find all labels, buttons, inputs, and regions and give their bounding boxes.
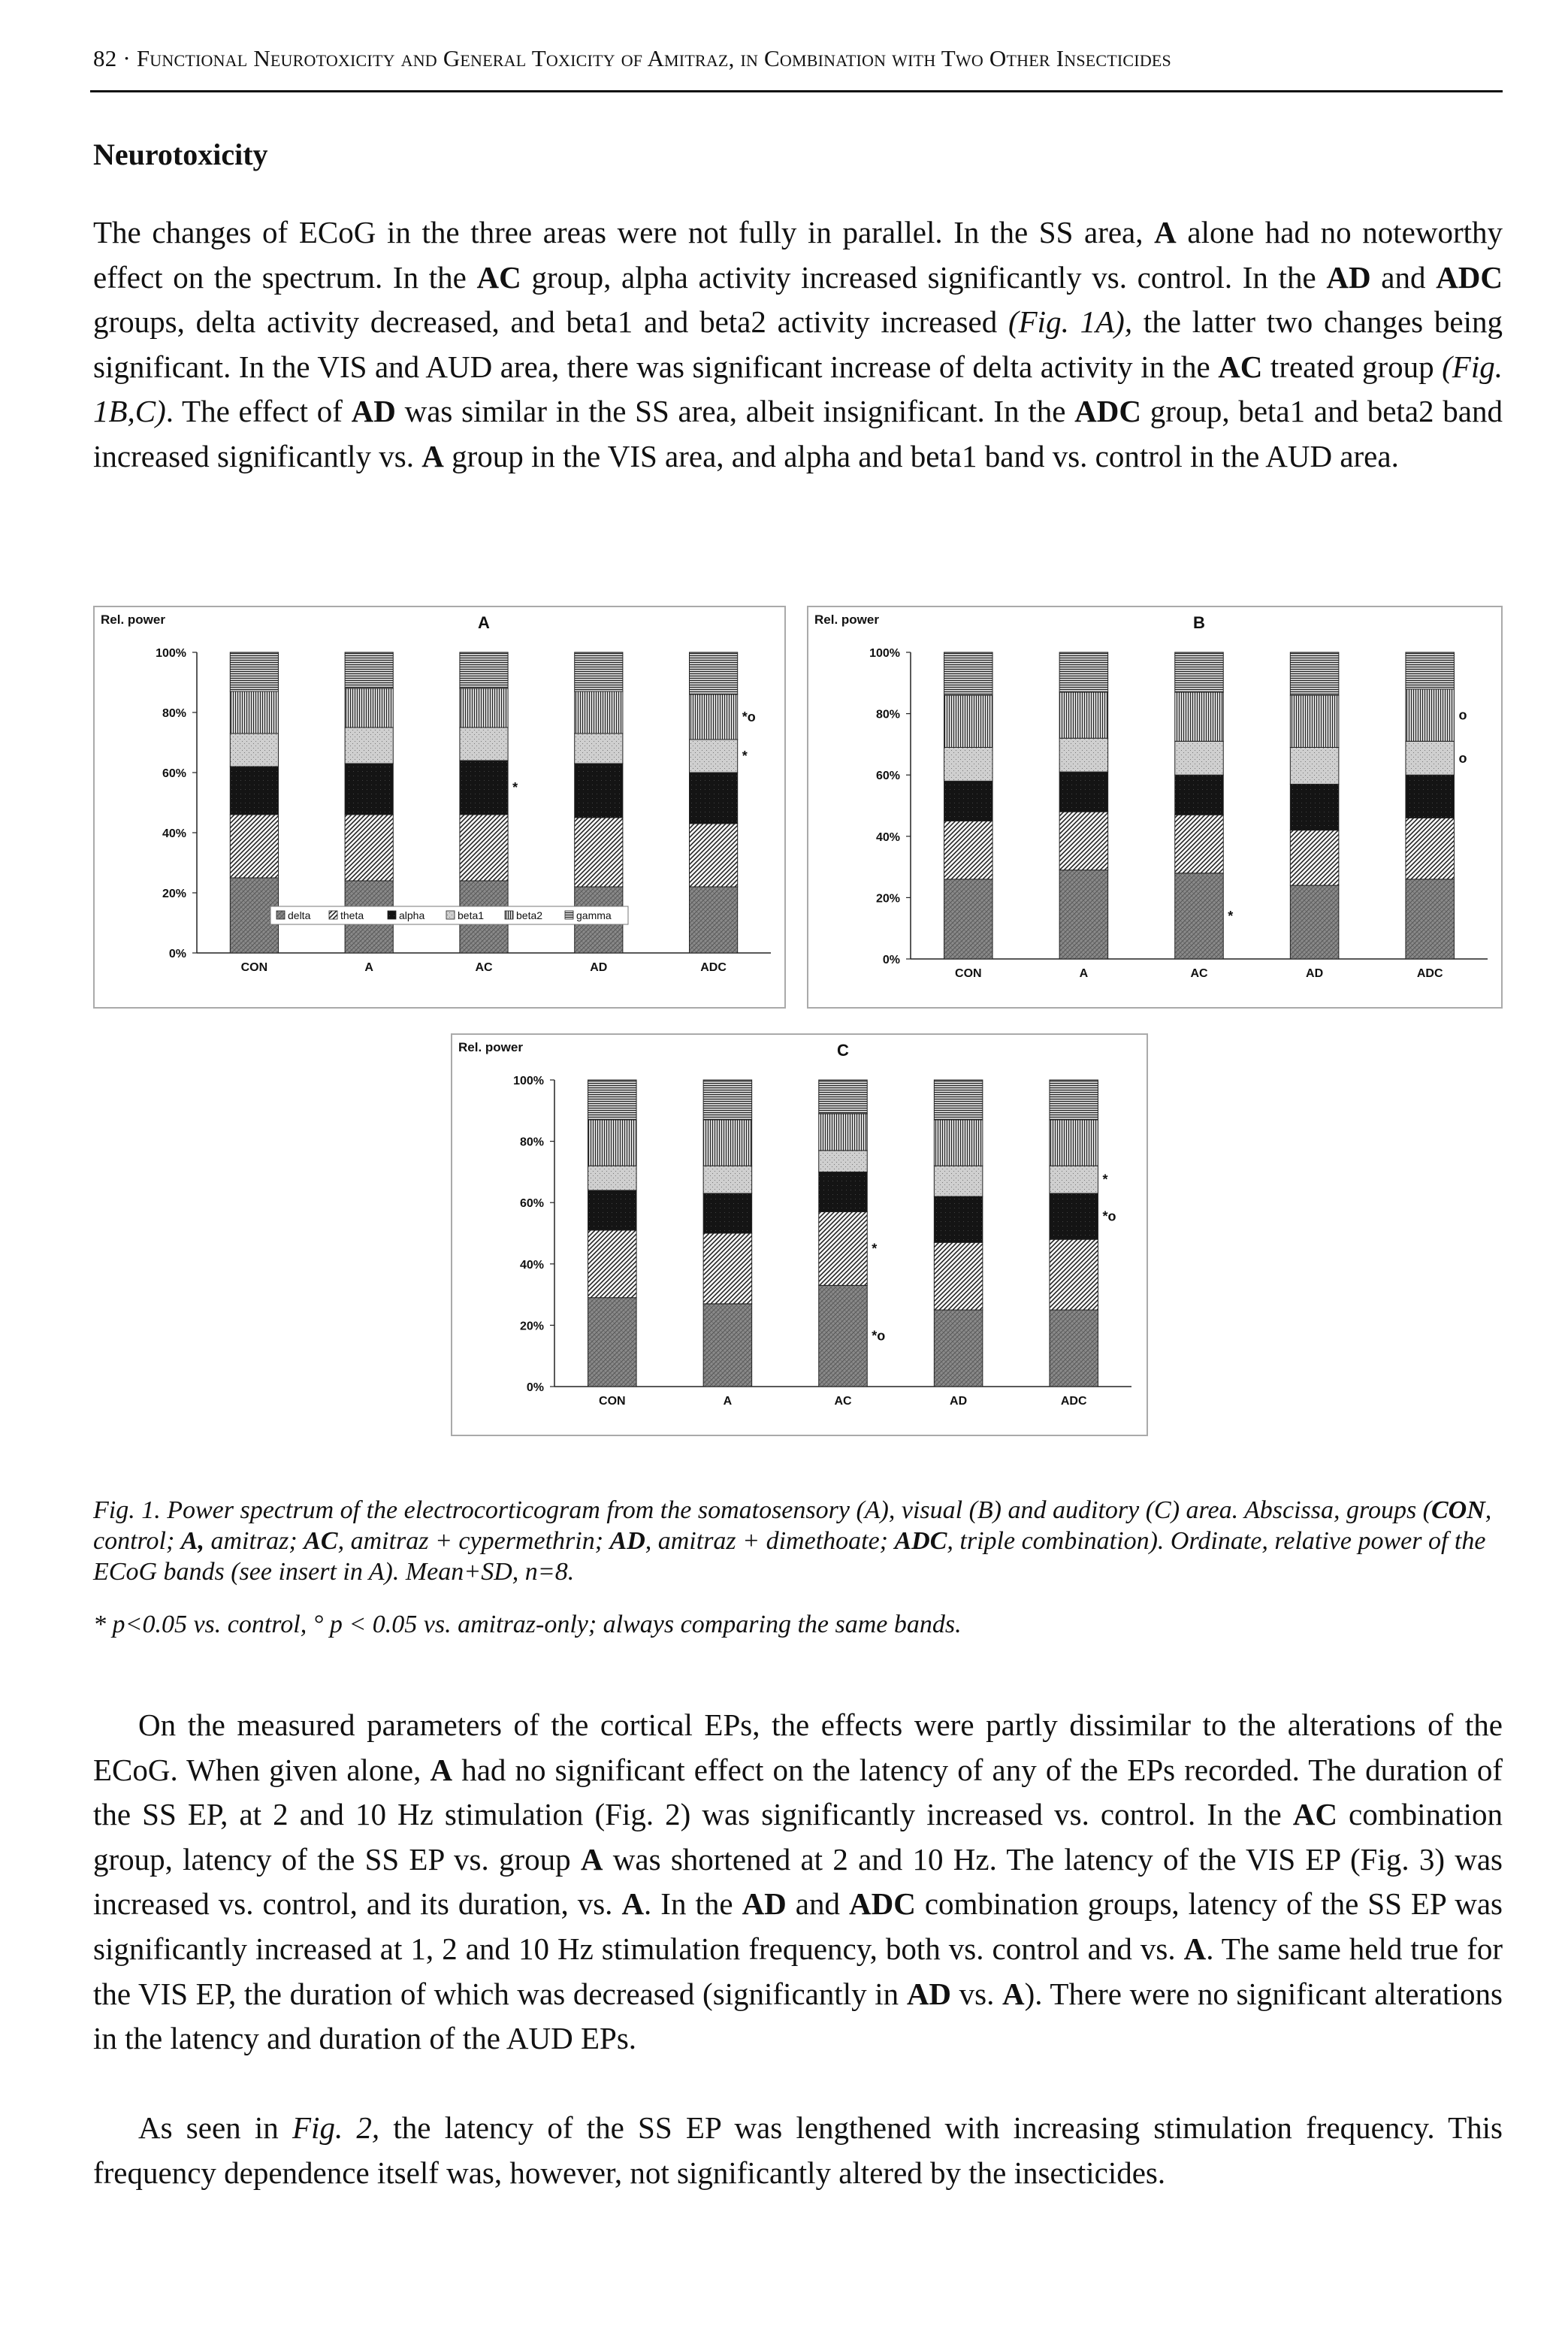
bar-segment-alpha-adc (690, 773, 738, 824)
y-tick-label: 0% (526, 1381, 544, 1394)
y-tick-label: 80% (162, 707, 186, 720)
bar-segment-beta2-adc (1050, 1120, 1098, 1166)
bold-run: AD (609, 1527, 645, 1555)
bar-segment-theta-ad (1290, 830, 1339, 885)
legend-label-beta1: beta1 (458, 909, 485, 921)
text-run: , amitraz + dimethoate; (645, 1527, 895, 1555)
bar-segment-alpha-ad (1290, 784, 1339, 830)
bar-segment-alpha-adc (1406, 775, 1455, 818)
bold-run: A (621, 1886, 645, 1922)
bar-segment-gamma-a (703, 1080, 752, 1120)
bar-segment-beta2-ac (819, 1114, 868, 1151)
y-tick-label: 40% (875, 830, 900, 844)
x-tick-label: AC (475, 961, 493, 974)
bar-segment-theta-con (944, 821, 993, 879)
italic-run: (Fig. 1B,C) (93, 349, 1503, 429)
x-tick-label: A (364, 961, 373, 974)
y-tick-label: 60% (875, 770, 900, 783)
x-tick-label: AC (1190, 967, 1208, 980)
text-run: had no significant effect on the latency of any of the EPs recorded. The duration of the SS EP, at 2 and 10 Hz stimulation (Fig. 2) was significantly increased vs. control. In the (93, 1752, 1503, 1832)
bar-segment-gamma-con (944, 652, 993, 695)
legend-swatch-beta1 (446, 911, 455, 919)
text-run: . The same held true for the VIS EP, the duration of which was decreased (significantly in (93, 1931, 1503, 2011)
bar-segment-alpha-a (703, 1193, 752, 1233)
x-tick-label: ADC (1416, 967, 1443, 980)
bar-segment-gamma-ad (1290, 652, 1339, 695)
legend-swatch-delta (276, 911, 285, 919)
bar-segment-delta-a (1059, 870, 1108, 959)
chart-title: C (837, 1041, 849, 1060)
running-header: 82 · Functional Neurotoxicity and General Toxicity of Amitraz, in Combination with Two Other Insecticides (93, 45, 1171, 71)
legend-swatch-theta (329, 911, 337, 919)
text-run: groups, delta activity decreased, and beta1 and beta2 activity increased (93, 304, 1008, 340)
text-run: and (1370, 259, 1437, 295)
header-rule (90, 90, 1503, 92)
bar-segment-beta2-adc (1406, 689, 1455, 741)
significance-marker: *o (1102, 1208, 1116, 1224)
text-run: Fig. 1. Power spectrum of the electrocorticogram from the somatosensory (A), visual (B) and auditory (C) area. Abscissa, groups ( (93, 1496, 1431, 1524)
text-run: On the measured parameters of the cortical EPs, the effects were partly dissimilar to the alterations of the ECoG. When given alone, (93, 1707, 1503, 1787)
figure-1c-frame (451, 1033, 1148, 1436)
bar-segment-delta-ad (934, 1310, 983, 1387)
significance-marker: *o (742, 709, 756, 724)
bold-run: ADC (1074, 394, 1141, 429)
legend-swatch-beta2 (505, 911, 513, 919)
bar-segment-gamma-a (345, 652, 393, 688)
bar-segment-beta2-ad (1290, 695, 1339, 747)
bar-segment-beta1-adc (690, 740, 738, 773)
bar-segment-beta2-adc (690, 694, 738, 740)
bold-run: A, (180, 1527, 204, 1555)
bar-segment-gamma-adc (1406, 652, 1455, 689)
bar-segment-beta1-ad (575, 733, 623, 764)
text-run: group in the VIS area, and alpha and beta1 band vs. control in the AUD area. (443, 438, 1399, 473)
bar-segment-theta-a (345, 815, 393, 881)
bar-segment-alpha-adc (1050, 1193, 1098, 1239)
text-run: . In the (644, 1886, 742, 1922)
x-tick-label: CON (240, 961, 268, 974)
y-tick-label: 20% (875, 892, 900, 906)
text-run: . The effect of (165, 394, 352, 429)
bar-segment-delta-a (703, 1304, 752, 1387)
bar-segment-beta1-con (588, 1166, 637, 1190)
bar-segment-alpha-ac (1175, 775, 1224, 815)
legend-swatch-gamma (565, 911, 573, 919)
bar-segment-theta-ad (575, 818, 623, 887)
bar-segment-beta2-a (1059, 692, 1108, 738)
text-run: alone had no noteworthy effect on the spectrum. In the (93, 215, 1503, 295)
x-tick-label: ADC (700, 961, 727, 974)
bar-segment-alpha-a (1059, 772, 1108, 812)
chart-somatosensory-a (95, 607, 784, 1007)
bar-segment-alpha-ac (819, 1172, 868, 1211)
bar-segment-theta-a (1059, 812, 1108, 870)
bold-run: AC (304, 1527, 338, 1555)
significance-marker: *o (872, 1328, 886, 1344)
chart-title: B (1193, 613, 1205, 632)
bar-segment-beta2-ad (934, 1120, 983, 1166)
bar-segment-theta-adc (1050, 1239, 1098, 1310)
y-axis-label: Rel. power (101, 612, 165, 627)
bold-run: AD (1326, 259, 1371, 295)
y-axis-label: Rel. power (814, 612, 879, 627)
bar-segment-beta1-con (230, 733, 278, 767)
italic-run: (Fig. 1A), (1008, 304, 1133, 340)
text-run: treated group (1262, 349, 1443, 384)
bar-segment-theta-adc (1406, 818, 1455, 879)
bar-segment-delta-adc (690, 887, 738, 953)
bar-segment-gamma-adc (690, 652, 738, 694)
bold-run: AC (1292, 1797, 1337, 1832)
bold-run: AC (476, 259, 521, 295)
significance-marker: * (1102, 1172, 1108, 1187)
bold-run: AC (1218, 349, 1263, 384)
bar-segment-alpha-con (588, 1190, 637, 1230)
bar-segment-gamma-ad (575, 652, 623, 691)
y-tick-label: 100% (156, 647, 186, 660)
legend-label-theta: theta (340, 909, 364, 921)
bold-run: ADC (894, 1527, 947, 1555)
bar-segment-beta1-a (1059, 738, 1108, 772)
text-run: and (786, 1886, 849, 1922)
bold-run: A (1154, 215, 1177, 250)
bar-segment-gamma-adc (1050, 1080, 1098, 1120)
bold-run: ADC (849, 1886, 916, 1922)
x-tick-label: CON (599, 1395, 626, 1408)
text-run: ). There were no significant alterations in the latency and duration of the AUD EPs. (93, 1976, 1503, 2056)
y-tick-label: 80% (519, 1136, 544, 1149)
section-heading: Neurotoxicity (93, 138, 268, 171)
bar-segment-delta-adc (1406, 879, 1455, 959)
bar-segment-gamma-ac (819, 1080, 868, 1114)
text-run: , triple combination). Ordinate, relative power of the ECoG bands (see insert in A). Mean+SD, n=8. (93, 1527, 1486, 1586)
bar-segment-beta2-con (944, 695, 993, 747)
figure-caption (93, 1495, 1503, 1587)
x-tick-label: CON (955, 967, 982, 980)
chart-legend (270, 906, 628, 924)
bold-run: CON (1431, 1496, 1485, 1524)
bar-segment-alpha-ad (575, 764, 623, 818)
bar-segment-theta-a (703, 1233, 752, 1304)
bold-run: A (430, 1752, 453, 1787)
bar-segment-beta2-a (703, 1120, 752, 1166)
y-tick-label: 80% (875, 708, 900, 721)
text-run: was shortened at 2 and 10 Hz. The latency of the VIS EP (Fig. 3) was increased vs. control, and its duration, vs. (93, 1841, 1503, 1922)
bar-segment-beta1-a (703, 1166, 752, 1193)
bar-segment-beta1-a (345, 727, 393, 764)
bar-segment-theta-adc (690, 824, 738, 887)
x-tick-label: AD (590, 961, 608, 974)
y-tick-label: 0% (168, 948, 186, 960)
text-run: combination group, latency of the SS EP vs. group (93, 1797, 1503, 1877)
bar-segment-delta-ac (819, 1285, 868, 1387)
chart-title: A (478, 613, 490, 632)
bar-segment-theta-ac (460, 815, 508, 881)
bar-segment-gamma-ac (460, 652, 508, 688)
bar-segment-alpha-con (230, 767, 278, 815)
text-run: the latter two changes being significant. In the VIS and AUD area, there was significant increase of delta activity in the (93, 304, 1503, 384)
legend-label-alpha: alpha (399, 909, 425, 921)
bar-segment-gamma-a (1059, 652, 1108, 692)
legend-label-gamma: gamma (576, 909, 612, 921)
bar-segment-alpha-ac (460, 761, 508, 815)
legend-label-beta2: beta2 (516, 909, 543, 921)
bar-segment-beta2-con (588, 1120, 637, 1166)
bold-run: AD (351, 394, 396, 429)
significance-marker: o (1458, 707, 1467, 723)
significance-marker: o (1458, 750, 1467, 766)
x-tick-label: AC (834, 1395, 852, 1408)
italic-run: Fig. 2, (292, 2110, 380, 2145)
y-tick-label: 100% (869, 647, 900, 660)
bar-segment-beta1-adc (1050, 1166, 1098, 1193)
paragraph-frequency-dependence (93, 2106, 1503, 2195)
bar-segment-gamma-con (230, 652, 278, 691)
x-tick-label: A (1079, 967, 1089, 980)
bar-segment-theta-ac (819, 1211, 868, 1285)
figure-caption-significance-note: * p<0.05 vs. control, ° p < 0.05 vs. amitraz-only; always comparing the same bands. (93, 1611, 962, 1638)
bar-segment-beta1-ac (1175, 741, 1224, 775)
bar-segment-gamma-ac (1175, 652, 1224, 692)
bar-segment-alpha-a (345, 764, 393, 815)
bar-segment-alpha-con (944, 781, 993, 821)
y-tick-label: 40% (162, 827, 186, 840)
bar-segment-beta2-ac (1175, 692, 1224, 741)
text-run: group, beta1 and beta2 band increased significantly vs. (93, 394, 1503, 473)
bold-run: AD (742, 1886, 787, 1922)
bar-segment-beta1-con (944, 747, 993, 781)
chart-visual-b (808, 607, 1501, 1007)
bar-segment-delta-ac (1175, 873, 1224, 959)
significance-marker: * (512, 780, 518, 795)
bar-segment-beta1-ac (819, 1151, 868, 1172)
significance-marker: * (742, 749, 748, 764)
bar-segment-theta-ac (1175, 815, 1224, 873)
text-run: , control; (93, 1496, 1492, 1555)
text-run: As seen in (138, 2110, 293, 2145)
text-run: , amitraz + cypermethrin; (337, 1527, 610, 1555)
x-tick-label: AD (950, 1395, 968, 1408)
bold-run: A (1183, 1931, 1207, 1966)
x-tick-label: AD (1306, 967, 1324, 980)
legend-swatch-alpha (388, 911, 396, 919)
bar-segment-beta1-ad (934, 1166, 983, 1196)
text-run: the latency of the SS EP was lengthened with increasing stimulation frequency. This frequency dependence itself was, however, not significantly altered by the insecticides. (93, 2110, 1503, 2190)
text-run: The changes of ECoG in the three areas were not fully in parallel. In the SS area, (93, 215, 1155, 250)
bold-run: A (580, 1841, 603, 1877)
bar-segment-gamma-ad (934, 1080, 983, 1120)
y-axis-label: Rel. power (458, 1040, 523, 1054)
bar-segment-theta-con (588, 1230, 637, 1298)
text-run: was similar in the SS area, albeit insignificant. In the (395, 394, 1075, 429)
significance-marker: * (872, 1241, 878, 1257)
paragraph-ep-parameters (93, 1703, 1503, 2061)
paragraph-ecog-changes (93, 210, 1503, 479)
text-run: group, alpha activity increased significantly vs. control. In the (521, 259, 1327, 295)
bold-run: A (1002, 1976, 1025, 2011)
x-tick-label: ADC (1060, 1395, 1087, 1408)
significance-marker: * (1228, 908, 1234, 924)
bold-run: A (421, 438, 444, 473)
y-tick-label: 60% (519, 1197, 544, 1211)
figure-1b-frame (807, 606, 1503, 1009)
chart-auditory-c (452, 1035, 1147, 1435)
bar-segment-delta-con (588, 1298, 637, 1387)
bar-segment-gamma-con (588, 1080, 637, 1120)
bar-segment-theta-con (230, 815, 278, 878)
bar-segment-delta-adc (1050, 1310, 1098, 1387)
x-tick-label: A (723, 1395, 733, 1408)
legend-label-delta: delta (288, 909, 311, 921)
text-run: combination groups, latency of the SS EP was significantly increased at 1, 2 and 10 Hz stimulation frequency, both vs. control and vs. (93, 1886, 1503, 1966)
bar-segment-beta1-ac (460, 727, 508, 761)
bar-segment-beta2-ac (460, 688, 508, 727)
bar-segment-beta1-adc (1406, 741, 1455, 775)
y-tick-label: 0% (882, 954, 900, 966)
bold-run: AD (906, 1976, 952, 2011)
bold-run: ADC (1436, 259, 1503, 295)
y-tick-label: 20% (519, 1320, 544, 1333)
bar-segment-beta2-ad (575, 691, 623, 733)
bar-segment-alpha-ad (934, 1196, 983, 1242)
bar-segment-delta-ad (1290, 885, 1339, 959)
figure-1a-frame (93, 606, 786, 1009)
y-tick-label: 40% (519, 1258, 544, 1272)
y-tick-label: 20% (162, 888, 186, 900)
bar-segment-theta-ad (934, 1242, 983, 1310)
bar-segment-beta1-ad (1290, 747, 1339, 784)
y-tick-label: 60% (162, 767, 186, 780)
bar-segment-beta2-con (230, 691, 278, 733)
text-run: vs. (951, 1976, 1002, 2011)
bar-segment-delta-con (944, 879, 993, 959)
bar-segment-beta2-a (345, 688, 393, 727)
text-run: amitraz; (204, 1527, 304, 1555)
y-tick-label: 100% (513, 1075, 544, 1087)
